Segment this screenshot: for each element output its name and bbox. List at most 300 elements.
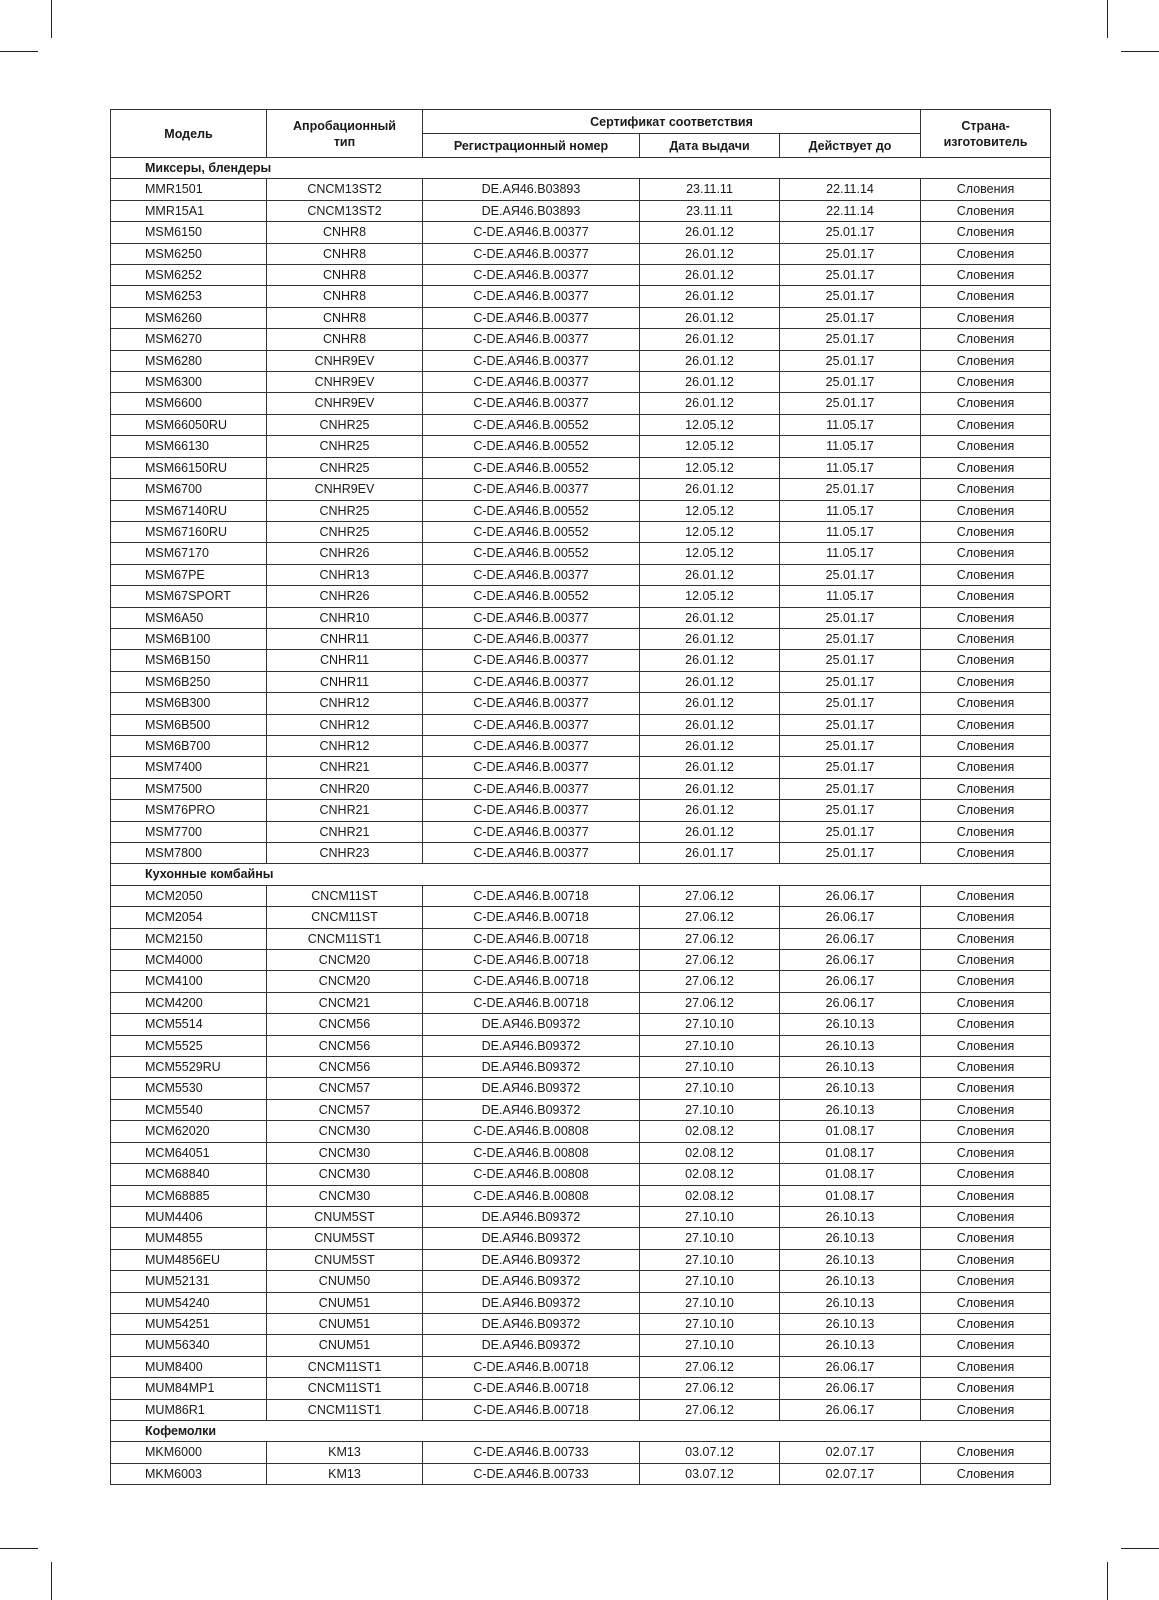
cell-country: Словения [921, 1185, 1051, 1206]
cell-reg-number: C-DE.AЯ46.B.00552 [423, 543, 640, 564]
header-approval-type: Апробационный тип [267, 110, 423, 158]
cell-approval-type: CNHR8 [267, 222, 423, 243]
cell-valid-until: 11.05.17 [780, 436, 921, 457]
cell-approval-type: CNHR21 [267, 757, 423, 778]
cell-country: Словения [921, 1014, 1051, 1035]
cell-issue-date: 02.08.12 [640, 1164, 780, 1185]
cell-country: Словения [921, 714, 1051, 735]
cell-model: MCM5530 [111, 1078, 267, 1099]
cell-model: MSM67PE [111, 564, 267, 585]
cell-valid-until: 25.01.17 [780, 564, 921, 585]
cell-country: Словения [921, 1399, 1051, 1420]
cell-issue-date: 27.06.12 [640, 928, 780, 949]
cell-valid-until: 01.08.17 [780, 1121, 921, 1142]
cell-country: Словения [921, 350, 1051, 371]
cell-valid-until: 26.10.13 [780, 1292, 921, 1313]
cell-valid-until: 26.10.13 [780, 1057, 921, 1078]
cell-model: MUM4406 [111, 1206, 267, 1227]
cell-model: MCM5529RU [111, 1057, 267, 1078]
cell-issue-date: 26.01.12 [640, 650, 780, 671]
cell-valid-until: 25.01.17 [780, 265, 921, 286]
cell-issue-date: 23.11.11 [640, 200, 780, 221]
table-row [111, 671, 1051, 692]
cell-approval-type: CNUM51 [267, 1335, 423, 1356]
cell-country: Словения [921, 628, 1051, 649]
cell-reg-number: DE.AЯ46.B03893 [423, 179, 640, 200]
cell-reg-number: DE.AЯ46.B09372 [423, 1228, 640, 1249]
table-row [111, 307, 1051, 328]
cell-country: Словения [921, 564, 1051, 585]
section-row [111, 1420, 1051, 1441]
cell-issue-date: 23.11.11 [640, 179, 780, 200]
cell-approval-type: CNCM13ST2 [267, 179, 423, 200]
table-row [111, 1378, 1051, 1399]
cell-issue-date: 26.01.12 [640, 564, 780, 585]
cell-country: Словения [921, 843, 1051, 864]
cell-model: MUM4855 [111, 1228, 267, 1249]
cell-reg-number: C-DE.AЯ46.B.00377 [423, 757, 640, 778]
cell-valid-until: 26.10.13 [780, 1014, 921, 1035]
table-row [111, 350, 1051, 371]
table-row [111, 778, 1051, 799]
header-country: Страна-изготовитель [921, 110, 1051, 158]
cell-model: MCM4200 [111, 992, 267, 1013]
cell-country: Словения [921, 950, 1051, 971]
cell-approval-type: CNUM5ST [267, 1206, 423, 1227]
table-row [111, 179, 1051, 200]
cell-reg-number: C-DE.AЯ46.B.00377 [423, 243, 640, 264]
cell-valid-until: 25.01.17 [780, 821, 921, 842]
cell-approval-type: CNHR11 [267, 628, 423, 649]
cell-valid-until: 25.01.17 [780, 307, 921, 328]
cell-approval-type: CNCM30 [267, 1142, 423, 1163]
cell-reg-number: C-DE.AЯ46.B.00718 [423, 992, 640, 1013]
table-row [111, 265, 1051, 286]
cell-approval-type: CNUM50 [267, 1271, 423, 1292]
cell-model: MUM56340 [111, 1335, 267, 1356]
cell-valid-until: 25.01.17 [780, 671, 921, 692]
cell-issue-date: 12.05.12 [640, 500, 780, 521]
cell-issue-date: 27.10.10 [640, 1014, 780, 1035]
cell-country: Словения [921, 1057, 1051, 1078]
table-row [111, 1014, 1051, 1035]
crop-mark-bottom-right-v [1107, 1562, 1108, 1600]
table-row [111, 1078, 1051, 1099]
cell-reg-number: C-DE.AЯ46.B.00377 [423, 800, 640, 821]
cell-valid-until: 25.01.17 [780, 843, 921, 864]
table-row [111, 1057, 1051, 1078]
cell-valid-until: 25.01.17 [780, 243, 921, 264]
cell-valid-until: 25.01.17 [780, 628, 921, 649]
cell-country: Словения [921, 436, 1051, 457]
cell-issue-date: 26.01.12 [640, 628, 780, 649]
table-row [111, 414, 1051, 435]
cell-valid-until: 11.05.17 [780, 457, 921, 478]
cell-model: MSM66130 [111, 436, 267, 457]
cell-model: MSM6600 [111, 393, 267, 414]
cell-reg-number: DE.AЯ46.B09372 [423, 1271, 640, 1292]
cell-model: MSM6252 [111, 265, 267, 286]
table-row [111, 1249, 1051, 1270]
cell-reg-number: C-DE.AЯ46.B.00377 [423, 372, 640, 393]
cell-reg-number: C-DE.AЯ46.B.00377 [423, 821, 640, 842]
cell-country: Словения [921, 1313, 1051, 1334]
cell-model: MCM5540 [111, 1099, 267, 1120]
cell-issue-date: 12.05.12 [640, 586, 780, 607]
cell-model: MUM54251 [111, 1313, 267, 1334]
cell-approval-type: CNHR8 [267, 286, 423, 307]
cell-approval-type: CNHR25 [267, 414, 423, 435]
cell-model: MUM52131 [111, 1271, 267, 1292]
cell-issue-date: 27.06.12 [640, 885, 780, 906]
crop-mark-top-right-h [1121, 51, 1159, 52]
cell-approval-type: CNCM30 [267, 1121, 423, 1142]
cell-issue-date: 27.10.10 [640, 1035, 780, 1056]
cell-valid-until: 25.01.17 [780, 479, 921, 500]
cell-country: Словения [921, 821, 1051, 842]
cell-valid-until: 25.01.17 [780, 778, 921, 799]
cell-model: MSM6253 [111, 286, 267, 307]
cell-issue-date: 27.06.12 [640, 1378, 780, 1399]
cell-country: Словения [921, 1356, 1051, 1377]
cell-issue-date: 26.01.12 [640, 607, 780, 628]
cell-model: MCM2150 [111, 928, 267, 949]
cell-model: MSM6270 [111, 329, 267, 350]
table-row [111, 372, 1051, 393]
cell-approval-type: CNHR9EV [267, 350, 423, 371]
table-row [111, 1185, 1051, 1206]
cell-country: Словения [921, 1378, 1051, 1399]
cell-model: MSM7800 [111, 843, 267, 864]
cell-model: MUM4856EU [111, 1249, 267, 1270]
cell-issue-date: 27.10.10 [640, 1228, 780, 1249]
table-row [111, 564, 1051, 585]
cell-model: MSM6B500 [111, 714, 267, 735]
table-row [111, 992, 1051, 1013]
table-row [111, 821, 1051, 842]
cell-model: MUM54240 [111, 1292, 267, 1313]
cell-country: Словения [921, 907, 1051, 928]
table-row [111, 1292, 1051, 1313]
cell-approval-type: CNCM20 [267, 950, 423, 971]
cell-approval-type: CNCM56 [267, 1014, 423, 1035]
table-row [111, 1206, 1051, 1227]
cell-model: MCM68840 [111, 1164, 267, 1185]
cell-valid-until: 26.10.13 [780, 1313, 921, 1334]
cell-issue-date: 27.10.10 [640, 1099, 780, 1120]
cell-issue-date: 26.01.12 [640, 393, 780, 414]
cell-valid-until: 26.06.17 [780, 971, 921, 992]
cell-approval-type: CNHR12 [267, 693, 423, 714]
cell-approval-type: CNHR9EV [267, 393, 423, 414]
cell-reg-number: C-DE.AЯ46.B.00377 [423, 714, 640, 735]
table-row [111, 950, 1051, 971]
cell-country: Словения [921, 393, 1051, 414]
table-row [111, 757, 1051, 778]
cell-issue-date: 03.07.12 [640, 1463, 780, 1484]
cell-model: MSM6260 [111, 307, 267, 328]
cell-reg-number: C-DE.AЯ46.B.00808 [423, 1121, 640, 1142]
cell-reg-number: C-DE.AЯ46.B.00552 [423, 436, 640, 457]
section-row [111, 158, 1051, 179]
cell-issue-date: 26.01.12 [640, 693, 780, 714]
header-certificate: Сертификат соответствия [423, 110, 921, 134]
table-row [111, 543, 1051, 564]
certificate-table [110, 109, 1051, 1485]
cell-valid-until: 25.01.17 [780, 800, 921, 821]
cell-model: MSM66150RU [111, 457, 267, 478]
cell-approval-type: CNHR11 [267, 671, 423, 692]
cell-valid-until: 26.06.17 [780, 928, 921, 949]
cell-approval-type: CNCM30 [267, 1185, 423, 1206]
cell-model: MCM4000 [111, 950, 267, 971]
cell-reg-number: C-DE.AЯ46.B.00718 [423, 971, 640, 992]
cell-approval-type: CNCM11ST [267, 885, 423, 906]
cell-issue-date: 27.06.12 [640, 1356, 780, 1377]
cell-model: MSM7400 [111, 757, 267, 778]
cell-reg-number: C-DE.AЯ46.B.00377 [423, 607, 640, 628]
cell-issue-date: 26.01.17 [640, 843, 780, 864]
cell-valid-until: 11.05.17 [780, 543, 921, 564]
cell-model: MSM6300 [111, 372, 267, 393]
cell-reg-number: DE.AЯ46.B03893 [423, 200, 640, 221]
section-title: Кухонные комбайны [111, 864, 1051, 885]
cell-reg-number: DE.AЯ46.B09372 [423, 1249, 640, 1270]
cell-issue-date: 02.08.12 [640, 1121, 780, 1142]
cell-model: MUM8400 [111, 1356, 267, 1377]
cell-valid-until: 26.06.17 [780, 1356, 921, 1377]
cell-model: MSM67SPORT [111, 586, 267, 607]
cell-country: Словения [921, 1228, 1051, 1249]
cell-approval-type: CNCM20 [267, 971, 423, 992]
cell-approval-type: CNHR25 [267, 457, 423, 478]
cell-reg-number: C-DE.AЯ46.B.00377 [423, 350, 640, 371]
cell-approval-type: CNHR9EV [267, 479, 423, 500]
table-row [111, 607, 1051, 628]
cell-issue-date: 26.01.12 [640, 265, 780, 286]
cell-approval-type: CNHR26 [267, 543, 423, 564]
cell-reg-number: C-DE.AЯ46.B.00377 [423, 650, 640, 671]
cell-valid-until: 11.05.17 [780, 500, 921, 521]
cell-valid-until: 02.07.17 [780, 1463, 921, 1484]
header-issue-date: Дата выдачи [640, 134, 780, 158]
cell-issue-date: 26.01.12 [640, 243, 780, 264]
cell-valid-until: 02.07.17 [780, 1442, 921, 1463]
cell-valid-until: 25.01.17 [780, 286, 921, 307]
cell-model: MCM2050 [111, 885, 267, 906]
cell-valid-until: 26.06.17 [780, 907, 921, 928]
cell-model: MSM6700 [111, 479, 267, 500]
cell-country: Словения [921, 457, 1051, 478]
cell-valid-until: 25.01.17 [780, 372, 921, 393]
cell-issue-date: 02.08.12 [640, 1185, 780, 1206]
cell-valid-until: 26.10.13 [780, 1228, 921, 1249]
table-row [111, 1099, 1051, 1120]
table-row [111, 457, 1051, 478]
cell-issue-date: 27.06.12 [640, 950, 780, 971]
crop-mark-bottom-left-v [51, 1562, 52, 1600]
table-row [111, 928, 1051, 949]
cell-reg-number: C-DE.AЯ46.B.00377 [423, 778, 640, 799]
cell-valid-until: 25.01.17 [780, 350, 921, 371]
cell-approval-type: CNHR21 [267, 821, 423, 842]
table-row [111, 521, 1051, 542]
cell-country: Словения [921, 329, 1051, 350]
crop-mark-top-right-v [1107, 0, 1108, 38]
cell-model: MSM6280 [111, 350, 267, 371]
cell-valid-until: 25.01.17 [780, 329, 921, 350]
cell-reg-number: C-DE.AЯ46.B.00377 [423, 329, 640, 350]
cell-country: Словения [921, 200, 1051, 221]
cell-issue-date: 12.05.12 [640, 521, 780, 542]
cell-country: Словения [921, 1078, 1051, 1099]
cell-reg-number: C-DE.AЯ46.B.00808 [423, 1185, 640, 1206]
cell-issue-date: 27.10.10 [640, 1078, 780, 1099]
cell-issue-date: 26.01.12 [640, 307, 780, 328]
cell-approval-type: CNCM13ST2 [267, 200, 423, 221]
cell-approval-type: CNUM51 [267, 1313, 423, 1334]
cell-model: MSM7500 [111, 778, 267, 799]
table-row [111, 1442, 1051, 1463]
cell-reg-number: C-DE.AЯ46.B.00808 [423, 1142, 640, 1163]
cell-model: MKM6000 [111, 1442, 267, 1463]
cell-issue-date: 26.01.12 [640, 671, 780, 692]
cell-reg-number: C-DE.AЯ46.B.00718 [423, 928, 640, 949]
cell-valid-until: 25.01.17 [780, 714, 921, 735]
cell-reg-number: C-DE.AЯ46.B.00552 [423, 414, 640, 435]
cell-reg-number: DE.AЯ46.B09372 [423, 1035, 640, 1056]
cell-reg-number: DE.AЯ46.B09372 [423, 1078, 640, 1099]
header-valid-until: Действует до [780, 134, 921, 158]
cell-valid-until: 22.11.14 [780, 179, 921, 200]
cell-valid-until: 11.05.17 [780, 521, 921, 542]
cell-valid-until: 11.05.17 [780, 414, 921, 435]
header-model: Модель [111, 110, 267, 158]
cell-country: Словения [921, 992, 1051, 1013]
cell-model: MCM4100 [111, 971, 267, 992]
table-row [111, 971, 1051, 992]
section-title: Миксеры, блендеры [111, 158, 1051, 179]
cell-issue-date: 26.01.12 [640, 778, 780, 799]
cell-reg-number: C-DE.AЯ46.B.00377 [423, 479, 640, 500]
cell-issue-date: 12.05.12 [640, 457, 780, 478]
cell-issue-date: 02.08.12 [640, 1142, 780, 1163]
table-row [111, 1164, 1051, 1185]
cell-reg-number: C-DE.AЯ46.B.00377 [423, 735, 640, 756]
cell-valid-until: 26.10.13 [780, 1335, 921, 1356]
cell-issue-date: 27.10.10 [640, 1271, 780, 1292]
header-reg-number: Регистрационный номер [423, 134, 640, 158]
cell-model: MSM6B300 [111, 693, 267, 714]
cell-reg-number: C-DE.AЯ46.B.00377 [423, 564, 640, 585]
table-row [111, 1142, 1051, 1163]
crop-mark-bottom-left-h [0, 1548, 38, 1549]
cell-reg-number: C-DE.AЯ46.B.00552 [423, 586, 640, 607]
cell-model: MSM6B700 [111, 735, 267, 756]
cell-approval-type: CNCM11ST1 [267, 928, 423, 949]
cell-valid-until: 25.01.17 [780, 393, 921, 414]
section-row [111, 864, 1051, 885]
cell-valid-until: 22.11.14 [780, 200, 921, 221]
cell-reg-number: DE.AЯ46.B09372 [423, 1014, 640, 1035]
cell-model: MMR15A1 [111, 200, 267, 221]
table-row [111, 479, 1051, 500]
cell-approval-type: KM13 [267, 1442, 423, 1463]
cell-valid-until: 26.10.13 [780, 1099, 921, 1120]
cell-country: Словения [921, 607, 1051, 628]
cell-reg-number: C-DE.AЯ46.B.00808 [423, 1164, 640, 1185]
cell-approval-type: CNCM30 [267, 1164, 423, 1185]
cell-approval-type: CNHR12 [267, 735, 423, 756]
cell-approval-type: CNHR8 [267, 307, 423, 328]
cell-approval-type: CNUM5ST [267, 1249, 423, 1270]
cell-issue-date: 26.01.12 [640, 714, 780, 735]
cell-reg-number: C-DE.AЯ46.B.00377 [423, 222, 640, 243]
cell-issue-date: 26.01.12 [640, 479, 780, 500]
cell-approval-type: CNHR8 [267, 329, 423, 350]
cell-model: MCM5525 [111, 1035, 267, 1056]
cell-approval-type: CNCM57 [267, 1099, 423, 1120]
crop-mark-bottom-right-h [1121, 1548, 1159, 1549]
cell-issue-date: 03.07.12 [640, 1442, 780, 1463]
table-row [111, 500, 1051, 521]
cell-model: MCM64051 [111, 1142, 267, 1163]
cell-issue-date: 27.10.10 [640, 1057, 780, 1078]
cell-issue-date: 27.10.10 [640, 1292, 780, 1313]
table-row [111, 286, 1051, 307]
cell-country: Словения [921, 778, 1051, 799]
table-row [111, 1228, 1051, 1249]
cell-country: Словения [921, 1206, 1051, 1227]
cell-country: Словения [921, 179, 1051, 200]
cell-model: MSM67170 [111, 543, 267, 564]
cell-approval-type: CNCM11ST [267, 907, 423, 928]
cell-issue-date: 26.01.12 [640, 329, 780, 350]
cell-approval-type: CNHR23 [267, 843, 423, 864]
cell-valid-until: 26.06.17 [780, 885, 921, 906]
table-row [111, 650, 1051, 671]
cell-valid-until: 26.10.13 [780, 1206, 921, 1227]
cell-issue-date: 27.06.12 [640, 1399, 780, 1420]
cell-model: MMR1501 [111, 179, 267, 200]
cell-country: Словения [921, 885, 1051, 906]
cell-country: Словения [921, 757, 1051, 778]
cell-reg-number: C-DE.AЯ46.B.00552 [423, 521, 640, 542]
table-row [111, 735, 1051, 756]
cell-country: Словения [921, 500, 1051, 521]
table-row [111, 693, 1051, 714]
table-row [111, 1035, 1051, 1056]
cell-country: Словения [921, 1335, 1051, 1356]
cell-approval-type: CNUM51 [267, 1292, 423, 1313]
cell-approval-type: CNHR25 [267, 500, 423, 521]
cell-valid-until: 26.06.17 [780, 1399, 921, 1420]
cell-reg-number: C-DE.AЯ46.B.00552 [423, 457, 640, 478]
cell-country: Словения [921, 671, 1051, 692]
cell-country: Словения [921, 928, 1051, 949]
cell-country: Словения [921, 1099, 1051, 1120]
cell-model: MSM6A50 [111, 607, 267, 628]
cell-country: Словения [921, 1442, 1051, 1463]
cell-valid-until: 01.08.17 [780, 1164, 921, 1185]
table-row [111, 885, 1051, 906]
cell-model: MCM68885 [111, 1185, 267, 1206]
cell-country: Словения [921, 222, 1051, 243]
cell-valid-until: 25.01.17 [780, 607, 921, 628]
cell-reg-number: C-DE.AЯ46.B.00718 [423, 1378, 640, 1399]
cell-reg-number: C-DE.AЯ46.B.00377 [423, 628, 640, 649]
cell-country: Словения [921, 1142, 1051, 1163]
